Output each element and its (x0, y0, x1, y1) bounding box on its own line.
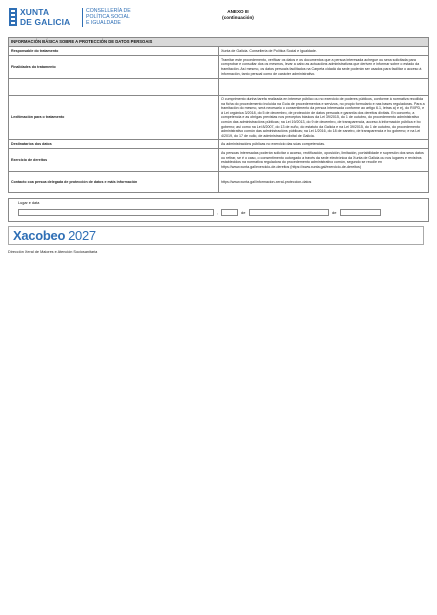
xacobeo-brand: Xacobeo (13, 228, 66, 243)
row-text-destinatarios: As administracións públicas no exercicio das súas competencias. (219, 140, 429, 149)
xacobeo-year: 2027 (68, 228, 96, 243)
dept-line-1: CONSELLERÍA DE (86, 8, 131, 14)
row-label-empty (9, 79, 219, 96)
table-row (9, 172, 429, 193)
dpo-info-link[interactable]: https://www.xunta.gal/informacion-xeral-proteccion-datos (221, 180, 312, 185)
place-date-section (8, 198, 429, 222)
row-text-lexitimacion: O cumprimento dunha tarefa realizada en interese público ou no exercicio de poderes públicos, conforme á normativa recollida na ficha do procedemento incluída na Guía de procedementos e servizos, no propio formulario e nas bases reguladoras. Para a tramitación do mesmo, será necesario o consentimento da persoa interesada conforme ao artigo 6.1, letras a) e e), do RXPD, e á Lei orgánica 3/2018, do 5 de decembro, de protección de datos persoais e garantía dos dereitos dixitais. En concreto, a competencia e as obrigas previstas nos preceptos básicos da Lei 39/2015, do 1 de outubro, do procedemento administrativo común das administracións públicas; na Lei 19/2013, do 9 de decembro, de transparencia, acceso á información pública e bo goberno; así como na Lei 8/2007, do 13 de xuño, do estatuto da Galicia e na Lei 39/2015, do 1 de outubro, do procedemento administrativo común das administracións públicas; na Lei 1/2016, do 18 de xaneiro, de transparencia e bo goberno; e na Lei 4/2019, do 17 de xullo, de administración dixital de Galicia. (219, 96, 429, 140)
dept-line-3: E IGUALDADE (86, 20, 121, 27)
table-row (9, 56, 429, 79)
annex-heading (208, 9, 268, 21)
logo-line-1: XUNTA (20, 7, 50, 17)
department-name (86, 8, 131, 27)
footer-department: Dirección Xeral de Maiores e Atención Sociosanitaria (8, 250, 98, 254)
row-label-destinatarios: Destinatarios dos datos (9, 140, 219, 149)
row-label-finalidades: Finalidades do tratamento (9, 56, 219, 79)
table-row (9, 96, 429, 140)
table-row (9, 79, 429, 96)
year-input[interactable] (340, 209, 381, 216)
row-label-lexitimacion: Lexitimación para o tratamento (9, 96, 219, 140)
row-text-contacto (219, 172, 429, 193)
annex-subtitle: (continuación) (222, 15, 254, 20)
comma-separator: , (217, 210, 219, 215)
de-separator-1: de (241, 210, 246, 215)
xacobeo-logo (13, 229, 96, 243)
data-protection-table (8, 37, 429, 193)
dept-line-2: POLÍTICA SOCIAL (86, 14, 130, 21)
table-row (9, 149, 429, 172)
row-label-contacto: Contacto coa persoa delegada de protección de datos e máis información (9, 172, 219, 193)
row-text-responsable: Xunta de Galicia. Consellería de Política Social e Igualdade. (219, 47, 429, 56)
table-title: INFORMACIÓN BÁSICA SOBRE A PROTECCIÓN DE DATOS PERSOAIS (9, 38, 429, 47)
row-label-dereitos: Exercicio de dereitos (9, 149, 219, 172)
de-separator-2: de (332, 210, 337, 215)
place-input[interactable] (18, 209, 214, 216)
annex-title: ANEXO III (227, 9, 249, 14)
month-input[interactable] (249, 209, 329, 216)
place-date-label: Lugar e data (18, 201, 40, 205)
xunta-logo-text (20, 7, 70, 27)
page-header (8, 6, 429, 30)
day-input[interactable] (221, 209, 238, 216)
row-text-dereitos: As persoas interesadas poderán solicitar o acceso, rectificación, oposición, limitación, portabilidade e supresión dos seus datos ou retirar, se é o caso, o consentimento outorgado a través da sede electrónica da Xunta de Galicia ou nos lugares e rexistros establecidos na normativa reguladora do procedemento administrativo común, segundo se recolle en https://www.xunta.gal/exercicio-de-dereitos (https://www.xunta.gal/exercicio-de-dereitos) (219, 149, 429, 172)
row-label-responsable: Responsable do tratamento (9, 47, 219, 56)
table-row (9, 47, 429, 56)
logo-line-2: DE GALICIA (20, 17, 71, 27)
header-divider (82, 8, 83, 27)
xacobeo-banner (8, 226, 424, 245)
table-row (9, 140, 429, 149)
xunta-logo-icon (8, 8, 18, 26)
row-text-empty (219, 79, 429, 96)
row-text-finalidades: Tramitar este procedemento, verificar os datos e os documentos que a persoa interesada achegue ou sexa solicitada para comprobar e consultar dos os mesmos, levar a cabo as actuacións administrativas que deriven e informar sobre o estado da tramitación. Así mesmo, os datos persoais facilitados na Carpeta cidadá da sede poderán ser usados para facilitar o acceso á información, tanto persoal como de carácter administrativo. (219, 56, 429, 79)
